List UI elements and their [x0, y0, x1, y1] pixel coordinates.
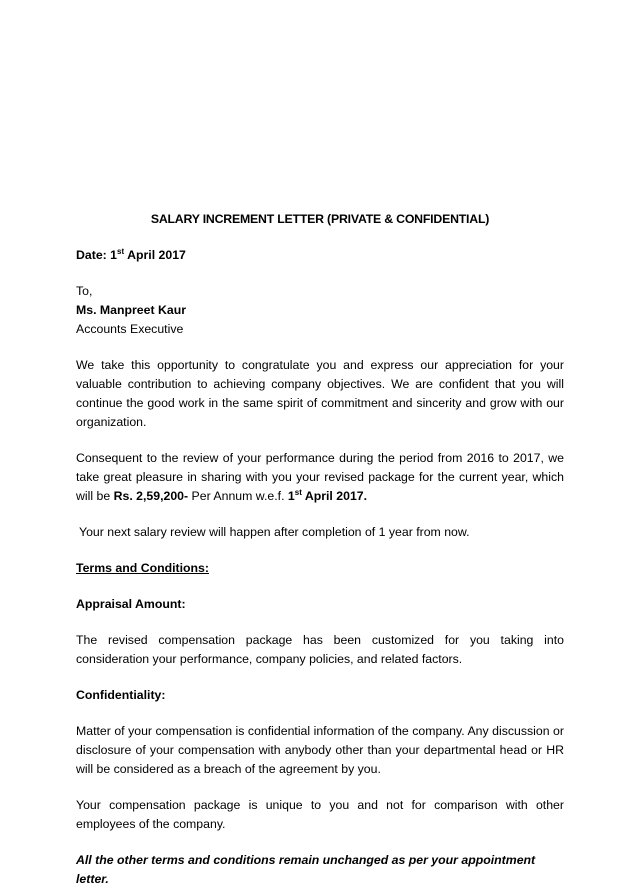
effective-date-suffix: April 2017. [301, 489, 368, 503]
terms-heading: Terms and Conditions: [76, 561, 209, 575]
letter-body [76, 210, 564, 889]
effective-date [288, 489, 367, 503]
date-suffix: April 2017 [124, 248, 186, 262]
to-label: To, [76, 284, 93, 298]
appraisal-text: The revised compensation package has been customized for you taking into consideration your performance, company policies, and related factors. [76, 633, 564, 666]
confidentiality-text-1: Matter of your compensation is confidential information of the company. Any discussion or disclosure of your compensation with anybody other than your departmental head or HR will be considered as a breach of the agreement by you. [76, 724, 564, 776]
closing-statement: All the other terms and conditions remain unchanged as per your appointment letter. [76, 853, 536, 886]
appraisal-heading: Appraisal Amount: [76, 597, 186, 611]
confidentiality-heading: Confidentiality: [76, 688, 166, 702]
para2-start: Consequent to the review of your performance during the period from 2016 to 2017, we take great pleasure in sharing with you your revised package for the current year, which will be [76, 451, 564, 503]
para2-mid: Per Annum w.e.f. [188, 489, 288, 503]
paragraph-appreciation: We take this opportunity to congratulate you and express our appreciation for your valuable contribution to achieving company objectives. We are confident that you will continue the good work in the same spirit of commitment and sincerity and grow with our organization. [76, 358, 564, 429]
salary-amount: Rs. 2,59,200- [113, 489, 189, 503]
letter-date [76, 246, 564, 265]
date-prefix: Date: 1 [76, 248, 118, 262]
effective-date-sup: st [294, 487, 302, 497]
date-sup: st [117, 246, 125, 256]
effective-date-prefix: 1 [287, 489, 295, 503]
recipient-name: Ms. Manpreet Kaur [76, 303, 187, 317]
confidentiality-text-2: Your compensation package is unique to you and not for comparison with other employees of the company. [76, 798, 564, 831]
recipient-title: Accounts Executive [76, 322, 184, 336]
letter-title: SALARY INCREMENT LETTER (PRIVATE & CONFIDENTIAL) [150, 212, 490, 226]
paragraph-revised-package [76, 449, 564, 506]
paragraph-next-review: Your next salary review will happen after completion of 1 year from now. [79, 525, 470, 539]
